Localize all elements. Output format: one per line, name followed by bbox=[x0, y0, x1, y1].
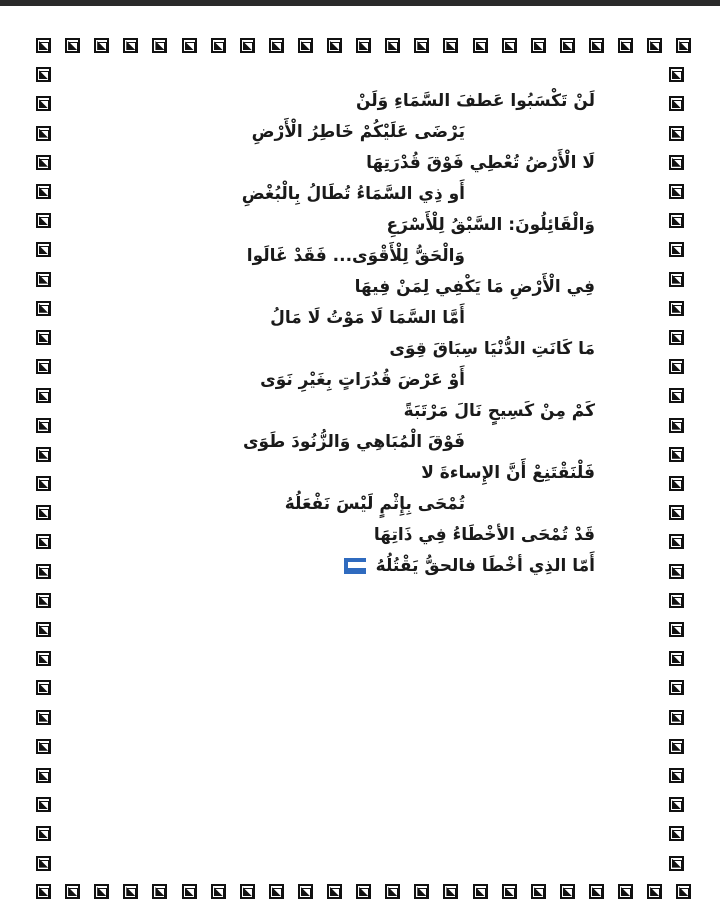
square-ornament-icon bbox=[94, 38, 109, 53]
square-ornament-icon bbox=[669, 155, 684, 170]
square-ornament-icon bbox=[669, 67, 684, 82]
square-ornament-icon bbox=[669, 388, 684, 403]
square-ornament-icon bbox=[443, 38, 458, 53]
square-ornament-icon bbox=[414, 884, 429, 899]
verse-line: لَنْ تَكْسَبُوا عَطفَ السَّمَاءِ وَلَنْ bbox=[356, 91, 595, 111]
square-ornament-icon bbox=[669, 797, 684, 812]
square-ornament-icon bbox=[669, 856, 684, 871]
square-ornament-icon bbox=[669, 476, 684, 491]
square-ornament-icon bbox=[502, 38, 517, 53]
square-ornament-icon bbox=[618, 884, 633, 899]
square-ornament-icon bbox=[36, 768, 51, 783]
square-ornament-icon bbox=[531, 884, 546, 899]
square-ornament-icon bbox=[36, 213, 51, 228]
verse-line: أَوْ عَرْضَ قُدُرَاتٍ بِغَيْرِ نَوَى bbox=[260, 370, 465, 390]
square-ornament-icon bbox=[36, 856, 51, 871]
square-ornament-icon bbox=[298, 38, 313, 53]
square-ornament-icon bbox=[669, 651, 684, 666]
square-ornament-icon bbox=[269, 38, 284, 53]
square-ornament-icon bbox=[618, 38, 633, 53]
square-ornament-icon bbox=[36, 622, 51, 637]
square-ornament-icon bbox=[211, 38, 226, 53]
square-ornament-icon bbox=[473, 38, 488, 53]
verse-end-ornament-icon bbox=[344, 558, 366, 574]
square-ornament-icon bbox=[36, 826, 51, 841]
square-ornament-icon bbox=[589, 884, 604, 899]
square-ornament-icon bbox=[240, 38, 255, 53]
square-ornament-icon bbox=[36, 126, 51, 141]
square-ornament-icon bbox=[36, 38, 51, 53]
square-ornament-icon bbox=[36, 67, 51, 82]
verse-line: فَلْنَقْتَنِعْ أَنَّ الإِساءةَ لا bbox=[421, 463, 595, 483]
square-ornament-icon bbox=[36, 651, 51, 666]
square-ornament-icon bbox=[269, 884, 284, 899]
square-ornament-icon bbox=[669, 710, 684, 725]
square-ornament-icon bbox=[36, 447, 51, 462]
square-ornament-icon bbox=[669, 301, 684, 316]
square-ornament-icon bbox=[385, 884, 400, 899]
verse-line: وَالْقَائِلُونَ: السَّبْقُ لِلْأَسْرَعِ bbox=[386, 215, 595, 235]
square-ornament-icon bbox=[676, 38, 691, 53]
square-ornament-icon bbox=[647, 884, 662, 899]
verse-line: تُمْحَى بِإِثْمٍ لَيْسَ نَفْعَلُهُ bbox=[284, 494, 465, 514]
square-ornament-icon bbox=[669, 213, 684, 228]
square-ornament-icon bbox=[152, 38, 167, 53]
square-ornament-icon bbox=[669, 126, 684, 141]
square-ornament-icon bbox=[123, 884, 138, 899]
verse-line: فَوْقَ الْمُبَاهِي وَالزُّنُودَ طَوَى bbox=[242, 432, 465, 452]
square-ornament-icon bbox=[356, 38, 371, 53]
square-ornament-icon bbox=[36, 272, 51, 287]
square-ornament-icon bbox=[36, 505, 51, 520]
square-ornament-icon bbox=[560, 884, 575, 899]
square-ornament-icon bbox=[36, 534, 51, 549]
square-ornament-icon bbox=[414, 38, 429, 53]
verse-line: قَدْ تُمْحَى الأخْطَاءُ فِي ذَاتِهَا bbox=[373, 525, 595, 545]
square-ornament-icon bbox=[473, 884, 488, 899]
square-ornament-icon bbox=[240, 884, 255, 899]
square-ornament-icon bbox=[36, 680, 51, 695]
square-ornament-icon bbox=[669, 242, 684, 257]
verse-line: لَا الْأَرْضُ تُعْطِي فَوْقَ قُدْرَتِهَا bbox=[366, 153, 595, 173]
verse-line: كَمْ مِنْ كَسِيحٍ نَالَ مَرْتَبَةً bbox=[403, 401, 595, 421]
square-ornament-icon bbox=[669, 505, 684, 520]
square-ornament-icon bbox=[356, 884, 371, 899]
square-ornament-icon bbox=[676, 884, 691, 899]
poem-body bbox=[90, 86, 650, 582]
square-ornament-icon bbox=[669, 330, 684, 345]
verse-line: وَالْحَقُّ لِلْأَقْوَى... فَقَدْ غَالَوا bbox=[246, 246, 465, 266]
square-ornament-icon bbox=[152, 884, 167, 899]
square-ornament-icon bbox=[123, 38, 138, 53]
square-ornament-icon bbox=[65, 884, 80, 899]
verse-line: أَمَّا السَّمَا لَا مَوْتُ لَا مَالُ bbox=[270, 308, 465, 328]
square-ornament-icon bbox=[36, 359, 51, 374]
square-ornament-icon bbox=[36, 388, 51, 403]
square-ornament-icon bbox=[669, 184, 684, 199]
square-ornament-icon bbox=[669, 768, 684, 783]
square-ornament-icon bbox=[36, 884, 51, 899]
square-ornament-icon bbox=[36, 242, 51, 257]
square-ornament-icon bbox=[385, 38, 400, 53]
square-ornament-icon bbox=[669, 418, 684, 433]
square-ornament-icon bbox=[669, 564, 684, 579]
square-ornament-icon bbox=[36, 418, 51, 433]
square-ornament-icon bbox=[36, 330, 51, 345]
square-ornament-icon bbox=[36, 797, 51, 812]
square-ornament-icon bbox=[65, 38, 80, 53]
square-ornament-icon bbox=[560, 38, 575, 53]
square-ornament-icon bbox=[669, 680, 684, 695]
square-ornament-icon bbox=[36, 301, 51, 316]
square-ornament-icon bbox=[531, 38, 546, 53]
square-ornament-icon bbox=[36, 593, 51, 608]
square-ornament-icon bbox=[647, 38, 662, 53]
square-ornament-icon bbox=[589, 38, 604, 53]
verse-line: يَرْضَى عَلَيْكُمْ خَاطِرُ الْأَرْضِ bbox=[251, 122, 465, 142]
verse-line: أَو ذِي السَّمَاءُ تُطَالُ بِالْبُغْضِ bbox=[241, 184, 465, 204]
square-ornament-icon bbox=[327, 38, 342, 53]
square-ornament-icon bbox=[669, 447, 684, 462]
square-ornament-icon bbox=[443, 884, 458, 899]
square-ornament-icon bbox=[182, 884, 197, 899]
square-ornament-icon bbox=[36, 476, 51, 491]
square-ornament-icon bbox=[36, 739, 51, 754]
square-ornament-icon bbox=[669, 272, 684, 287]
square-ornament-icon bbox=[36, 184, 51, 199]
square-ornament-icon bbox=[36, 155, 51, 170]
square-ornament-icon bbox=[298, 884, 313, 899]
square-ornament-icon bbox=[36, 710, 51, 725]
square-ornament-icon bbox=[211, 884, 226, 899]
verse-line: مَا كَانَتِ الدُّنْيَا سِبَاقَ قِوَى bbox=[389, 339, 595, 359]
square-ornament-icon bbox=[94, 884, 109, 899]
square-ornament-icon bbox=[669, 534, 684, 549]
square-ornament-icon bbox=[669, 826, 684, 841]
square-ornament-icon bbox=[669, 359, 684, 374]
square-ornament-icon bbox=[36, 96, 51, 111]
verse-line-last: أَمّا الذِي أخْطَا فالحقُّ يَقْتُلُهُ bbox=[90, 551, 650, 582]
square-ornament-icon bbox=[669, 622, 684, 637]
square-ornament-icon bbox=[669, 96, 684, 111]
verse-line: فِي الْأَرْضِ مَا يَكْفِي لِمَنْ فِيهَا bbox=[354, 277, 595, 297]
square-ornament-icon bbox=[327, 884, 342, 899]
square-ornament-icon bbox=[36, 564, 51, 579]
square-ornament-icon bbox=[502, 884, 517, 899]
square-ornament-icon bbox=[669, 593, 684, 608]
square-ornament-icon bbox=[669, 739, 684, 754]
square-ornament-icon bbox=[182, 38, 197, 53]
